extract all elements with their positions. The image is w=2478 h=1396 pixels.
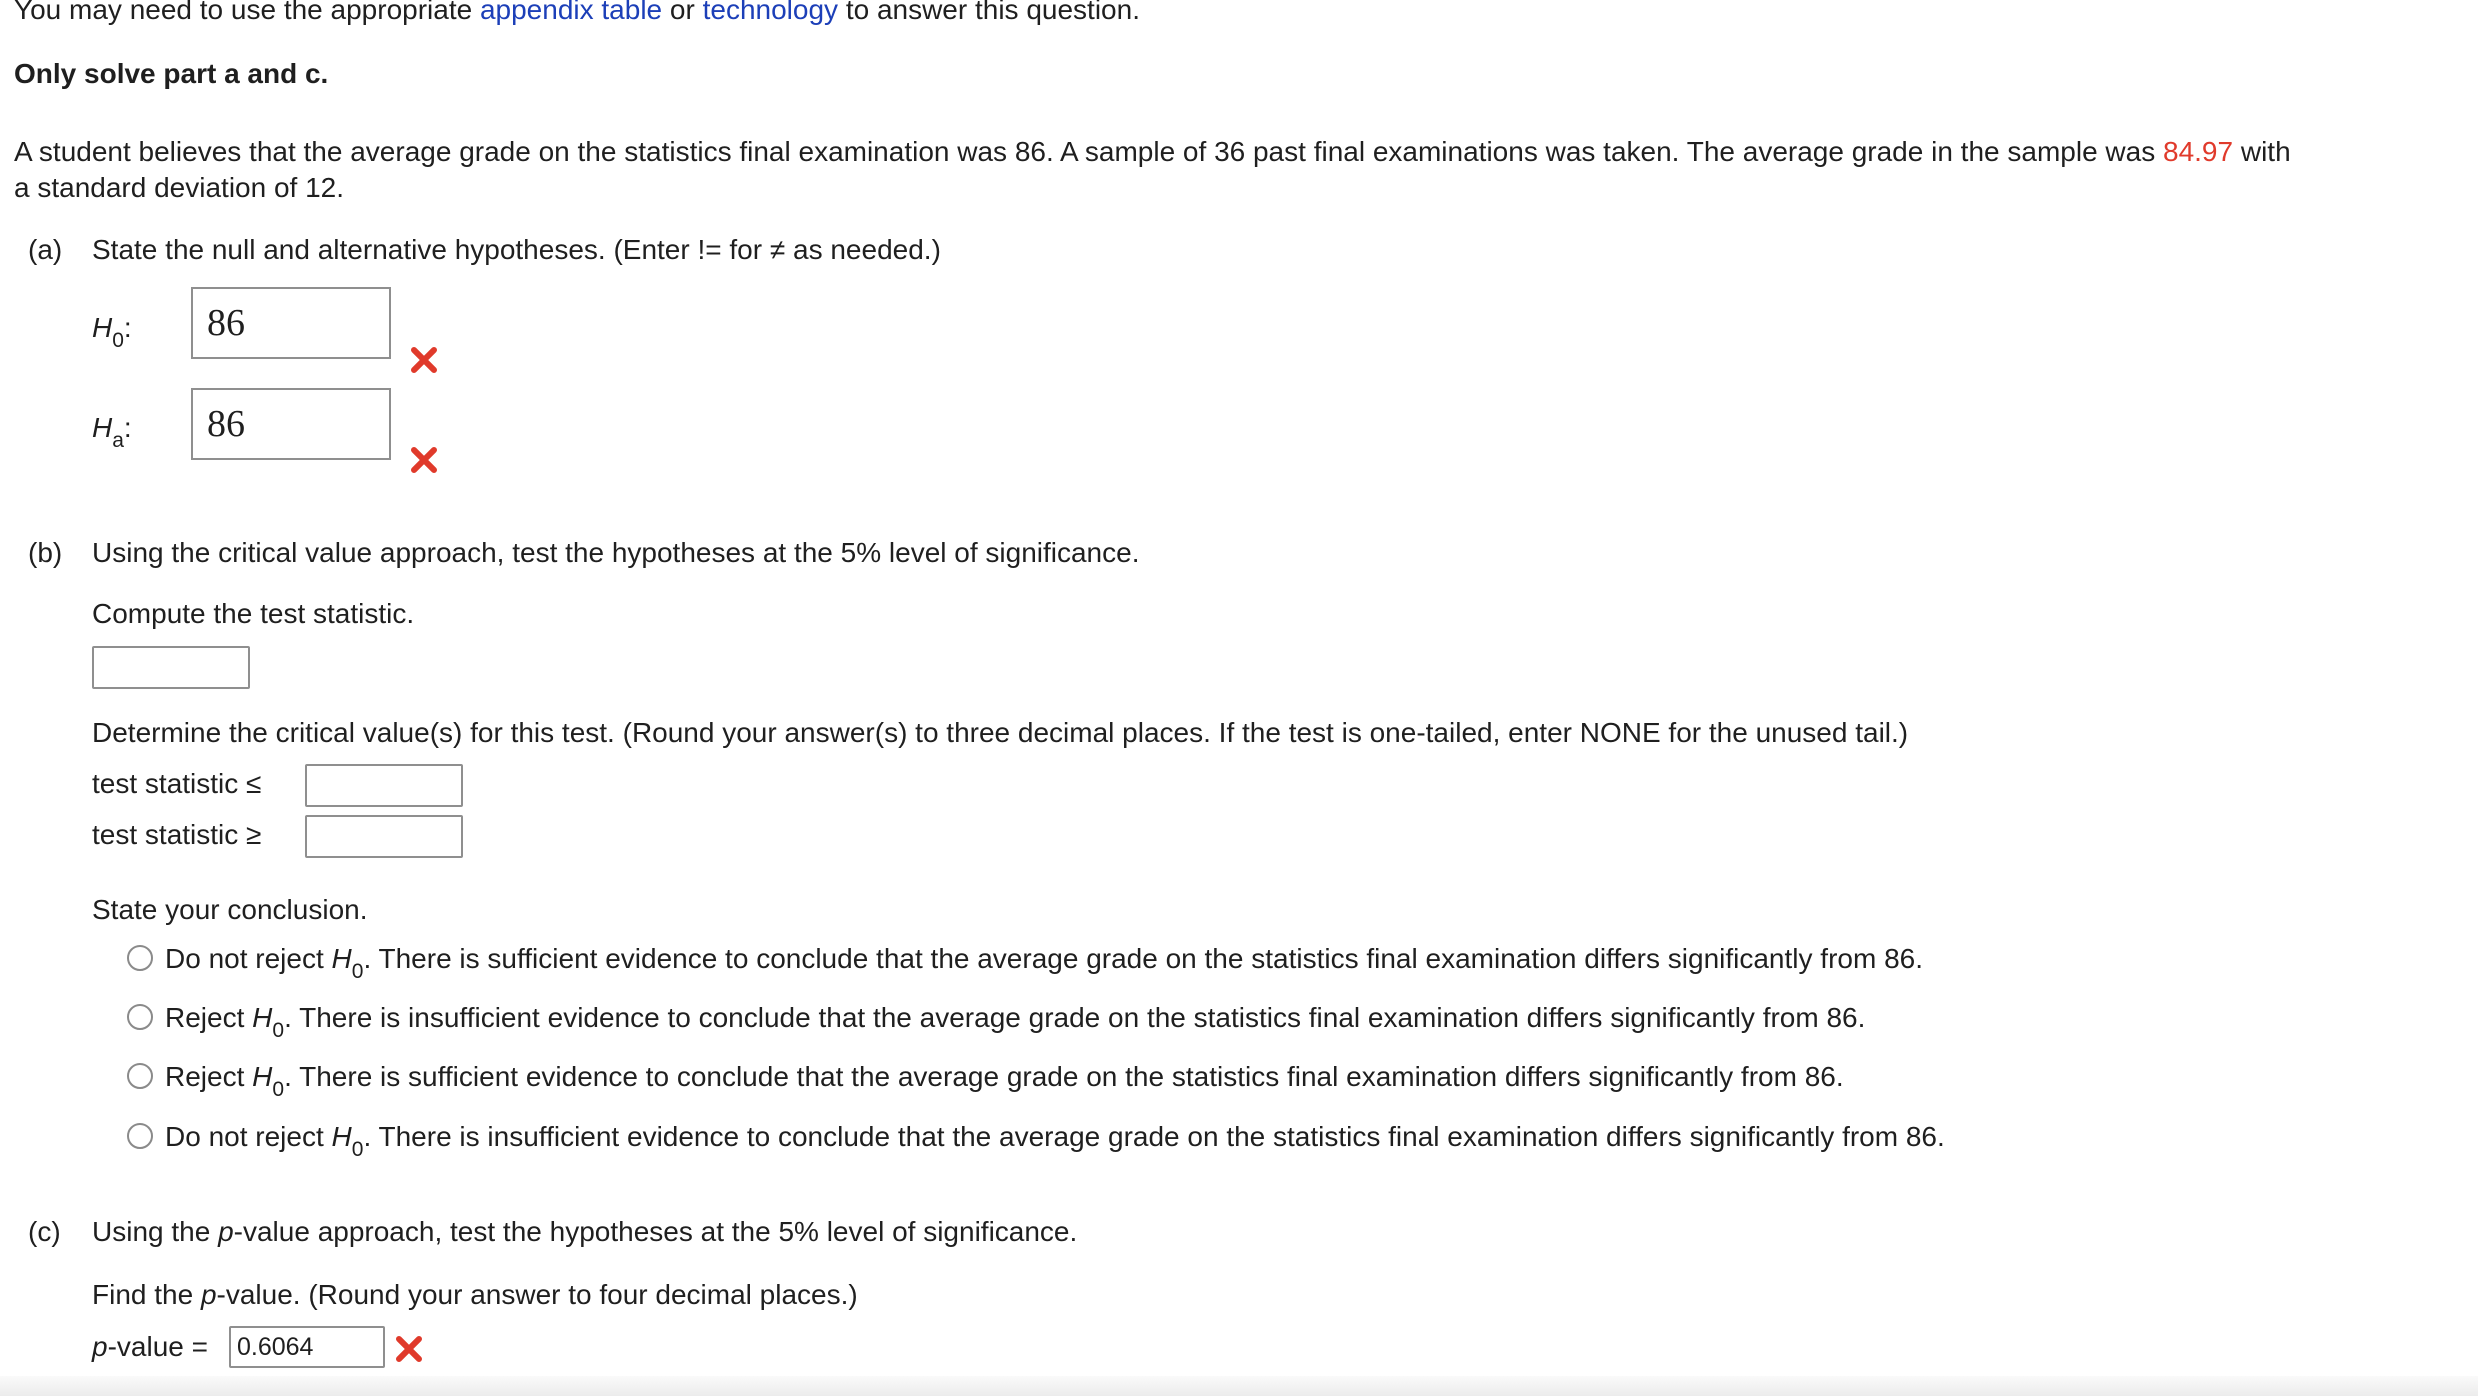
option-h: H (331, 1121, 352, 1152)
option-h-subscript: 0 (351, 1138, 364, 1161)
problem-line-2: a standard deviation of 12. (14, 172, 345, 203)
part-b-prompt: Using the critical value approach, test the hypotheses at the 5% level of significance. (92, 537, 1140, 568)
pvalue-incorrect-x-icon (394, 1334, 424, 1364)
pvalue-input-value: 0.6064 (237, 1333, 314, 1361)
find-after: -value. (Round your answer to four decimal places.) (216, 1279, 858, 1310)
option-h-subscript: 0 (272, 1078, 285, 1101)
ha-input[interactable] (191, 388, 391, 460)
part-c-label: (c) (28, 1216, 61, 1247)
h0-colon: : (123, 312, 132, 343)
option-rest: . There is sufficient evidence to conclude that the average grade on the statistics final examination differs significantly from 86. (284, 1061, 1844, 1092)
ha-label (92, 411, 132, 452)
p-letter: p (200, 1279, 217, 1310)
conclusion-label: State your conclusion. (92, 894, 368, 925)
option-rest: . There is sufficient evidence to conclude that the average grade on the statistics final examination differs significantly from 86. (363, 943, 1923, 974)
h0-input-value: 86 (207, 302, 245, 344)
option-lead: Reject (165, 1061, 245, 1092)
part-c-prompt (92, 1215, 1077, 1249)
option-rest: . There is insufficient evidence to conclude that the average grade on the statistics final examination differs significantly from 86. (284, 1002, 1866, 1033)
technology-link[interactable]: technology (702, 0, 839, 25)
intro-text (14, 0, 1140, 27)
sample-mean-value: 84.97 (2163, 136, 2234, 167)
instruction-text: Only solve part a and c. (14, 58, 329, 89)
conclusion-option-1[interactable] (165, 942, 1923, 983)
h0-symbol: H (92, 312, 113, 343)
compute-test-statistic-label: Compute the test statistic. (92, 598, 415, 629)
h0-label (92, 311, 132, 352)
find-before: Find the (92, 1279, 194, 1310)
conclusion-radio-3[interactable] (127, 1063, 153, 1089)
part-a-label: (a) (28, 234, 63, 265)
part-a-prompt: State the null and alternative hypotheses. (Enter != for ≠ as needed.) (92, 234, 941, 265)
p-letter: p (92, 1331, 108, 1362)
pvalue-equals: -value = (107, 1331, 208, 1362)
p-letter: p (218, 1216, 234, 1247)
option-h: H (252, 1061, 273, 1092)
problem-line-1 (14, 135, 2291, 169)
option-h: H (252, 1002, 273, 1033)
conclusion-option-2[interactable] (165, 1001, 1866, 1042)
intro-prefix: You may need to use the appropriate (14, 0, 473, 25)
test-statistic-le-label: test statistic ≤ (92, 768, 262, 799)
test-statistic-input[interactable] (92, 646, 250, 689)
find-pvalue-label (92, 1278, 858, 1312)
option-lead: Do not reject (165, 1121, 324, 1152)
ha-symbol: H (92, 412, 113, 443)
option-h-subscript: 0 (351, 960, 364, 983)
problem-text: A student believes that the average grade on the statistics final examination was 86. A sample of 36 past final examinations was taken. The average grade in the sample was (14, 136, 2156, 167)
part-c-prompt-before: Using the (92, 1216, 211, 1247)
option-rest: . There is insufficient evidence to conclude that the average grade on the statistics final examination differs significantly from 86. (363, 1121, 1945, 1152)
ha-input-value: 86 (207, 403, 245, 445)
bottom-edge (0, 1376, 2478, 1396)
critical-value-lower-input[interactable] (305, 764, 463, 807)
option-lead: Reject (165, 1002, 245, 1033)
appendix-table-link[interactable]: appendix table (479, 0, 663, 25)
option-h: H (331, 943, 352, 974)
conclusion-radio-2[interactable] (127, 1004, 153, 1030)
h0-incorrect-x-icon (409, 345, 439, 375)
part-b-label: (b) (28, 537, 63, 568)
conclusion-option-4[interactable] (165, 1120, 1945, 1161)
conclusion-option-3[interactable] (165, 1060, 1844, 1101)
critical-value-upper-input[interactable] (305, 815, 463, 858)
part-c-prompt-after: -value approach, test the hypotheses at the 5% level of significance. (233, 1216, 1078, 1247)
problem-text-with: with (2240, 136, 2291, 167)
intro-suffix: to answer this question. (845, 0, 1140, 25)
ha-colon: : (123, 412, 132, 443)
pvalue-input[interactable] (229, 1326, 385, 1368)
intro-or: or (669, 0, 695, 25)
option-h-subscript: 0 (272, 1019, 285, 1042)
h0-subscript: 0 (112, 329, 124, 352)
test-statistic-ge-label: test statistic ≥ (92, 819, 262, 850)
conclusion-radio-1[interactable] (127, 945, 153, 971)
ha-subscript: a (112, 429, 124, 452)
ha-incorrect-x-icon (409, 445, 439, 475)
critical-value-prompt: Determine the critical value(s) for this test. (Round your answer(s) to three decimal places. If the test is one-tailed, enter NONE for the unused tail.) (92, 717, 1909, 748)
h0-input[interactable] (191, 287, 391, 359)
conclusion-radio-4[interactable] (127, 1123, 153, 1149)
pvalue-label (92, 1330, 208, 1364)
option-lead: Do not reject (165, 943, 324, 974)
